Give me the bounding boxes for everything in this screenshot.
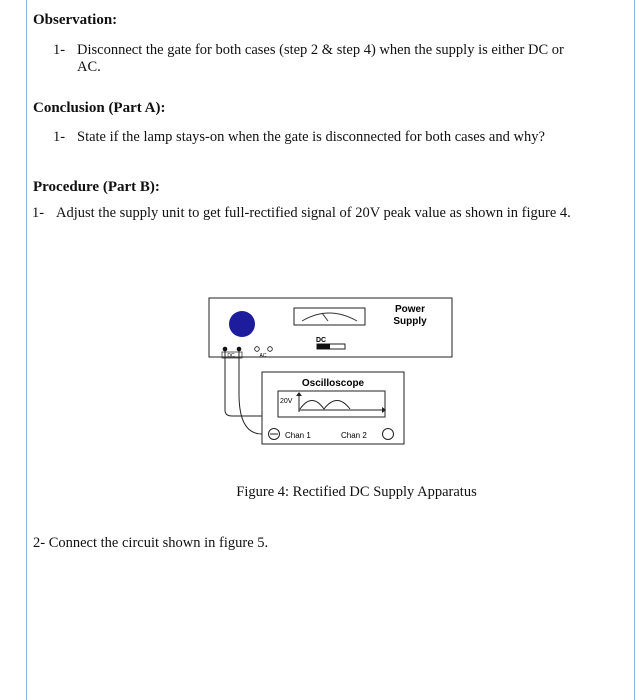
ac-terminal-left [255, 347, 260, 352]
chan1-label: Chan 1 [285, 431, 311, 440]
power-supply-label-2: Supply [393, 316, 427, 327]
observation-item-line1: Disconnect the gate for both cases (step 2 & step 4) when the supply is either DC or [77, 42, 564, 58]
dc-terminal-right [237, 347, 242, 352]
conclusion-a-item-text: State if the lamp stays-on when the gate is disconnected for both cases and why? [77, 129, 545, 145]
dc-switch-label: DC [315, 337, 327, 344]
voltage-label: 20V [280, 398, 293, 405]
conclusion-a-heading: Conclusion (Part A): [33, 100, 166, 116]
chan2-connector [383, 429, 394, 440]
observation-heading: Observation: [33, 12, 118, 28]
oscilloscope-label: Oscilloscope [301, 378, 365, 389]
meter-icon [294, 308, 365, 325]
wire-1 [225, 351, 262, 416]
figure4-caption: Figure 4: Rectified DC Supply Apparatus [236, 484, 477, 500]
observation-item-number: 1- [53, 42, 66, 58]
procedure-step1-number: 1- [32, 205, 45, 221]
dc-terminal-label: DC [227, 353, 235, 359]
oscilloscope-screen [278, 391, 385, 417]
ac-terminal-label: AC [259, 353, 267, 359]
power-supply-label-1: Power [394, 304, 426, 315]
procedure-step1-text: Adjust the supply unit to get full-rectified signal of 20V peak value as shown in figure 4. [56, 205, 571, 221]
conclusion-a-item-number: 1- [53, 129, 66, 145]
observation-item-line2: AC. [77, 59, 101, 75]
knob-icon [229, 311, 255, 337]
procedure-step2-text: 2- Connect the circuit shown in figure 5. [33, 535, 269, 551]
chan2-label: Chan 2 [341, 431, 367, 440]
dc-terminal-left [223, 347, 228, 352]
procedure-b-heading: Procedure (Part B): [33, 179, 160, 195]
ac-terminal-right [268, 347, 273, 352]
